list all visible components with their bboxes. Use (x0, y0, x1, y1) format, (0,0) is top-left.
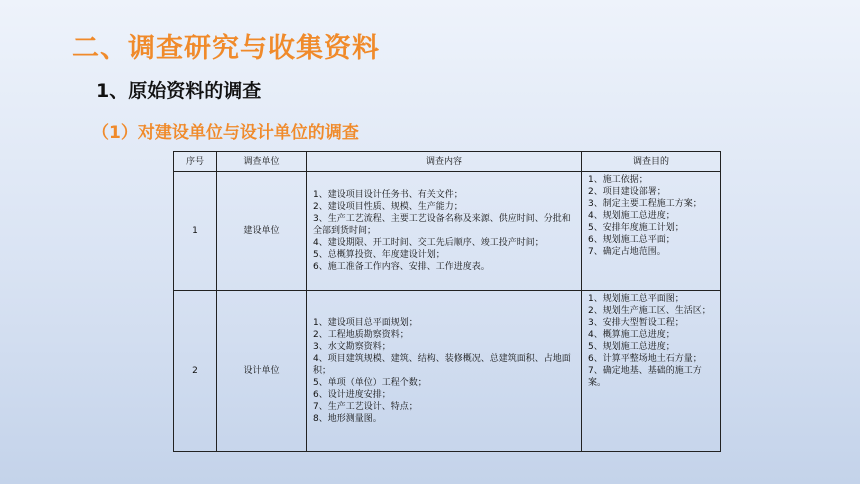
content-item: 2、工程地质勘察资料； (313, 330, 409, 340)
section-heading: （1）对建设单位与设计单位的调查 (92, 123, 359, 143)
header-content: 调查内容 (307, 152, 582, 172)
content-item: 2、建设项目性质、规模、生产能力； (313, 202, 463, 212)
row-content (307, 172, 582, 291)
purpose-item: 2、项目建设部署； (588, 187, 666, 197)
purpose-item: 4、概算施工总进度； (588, 330, 675, 340)
purpose-item: 2、规划生产施工区、生活区； (588, 306, 711, 316)
content-item: 4、建设期限、开工时间、交工先后顺序、竣工投产时间； (313, 238, 544, 248)
content-item: 5、总概算投资、年度建设计划； (313, 250, 445, 260)
row-unit: 设计单位 (217, 291, 307, 452)
content-item: 4、项目建筑规模、建筑、结构、装修概况、总建筑面积、占地面积； (313, 354, 571, 376)
subtitle: 1、原始资料的调查 (96, 80, 262, 102)
row-purpose (582, 172, 721, 291)
survey-table (173, 151, 721, 452)
header-purpose: 调查目的 (582, 152, 721, 172)
table-row (174, 291, 721, 452)
purpose-item: 5、规划施工总进度； (588, 342, 675, 352)
row-unit: 建设单位 (217, 172, 307, 291)
content-item: 1、建设项目设计任务书、有关文件； (313, 190, 463, 200)
purpose-item: 5、安排年度施工计划； (588, 223, 684, 233)
purpose-item: 6、计算平整场地土石方量； (588, 354, 702, 364)
content-item: 7、生产工艺设计、特点； (313, 402, 418, 412)
row-no: 1 (174, 172, 217, 291)
content-item: 3、水文勘察资料； (313, 342, 391, 352)
row-no: 2 (174, 291, 217, 452)
content-item: 3、生产工艺流程、主要工艺设备名称及来源、供应时间、分批和全部到货时间； (313, 214, 571, 236)
header-no: 序号 (174, 152, 217, 172)
content-item: 6、设计进度安排； (313, 390, 391, 400)
purpose-item: 6、规划施工总平面； (588, 235, 675, 245)
purpose-item: 4、规划施工总进度； (588, 211, 675, 221)
header-unit: 调查单位 (217, 152, 307, 172)
purpose-item: 3、制定主要工程施工方案； (588, 199, 702, 209)
content-item: 6、施工准备工作内容、安排、工作进度表。 (313, 262, 490, 272)
page-title: 二、调查研究与收集资料 (72, 33, 380, 64)
purpose-item: 1、规划施工总平面图； (588, 294, 684, 304)
purpose-item: 3、安排大型暂设工程； (588, 318, 684, 328)
content-item: 8、地形测量图。 (313, 414, 382, 424)
content-item: 5、单项（单位）工程个数； (313, 378, 427, 388)
purpose-item: 7、确定地基、基础的施工方案。 (588, 366, 702, 388)
row-content (307, 291, 582, 452)
purpose-item: 1、施工依据； (588, 175, 648, 185)
row-purpose (582, 291, 721, 452)
table-row (174, 172, 721, 291)
content-item: 1、建设项目总平面规划； (313, 318, 418, 328)
purpose-item: 7、确定占地范围。 (588, 247, 666, 257)
table-header-row (174, 152, 721, 172)
